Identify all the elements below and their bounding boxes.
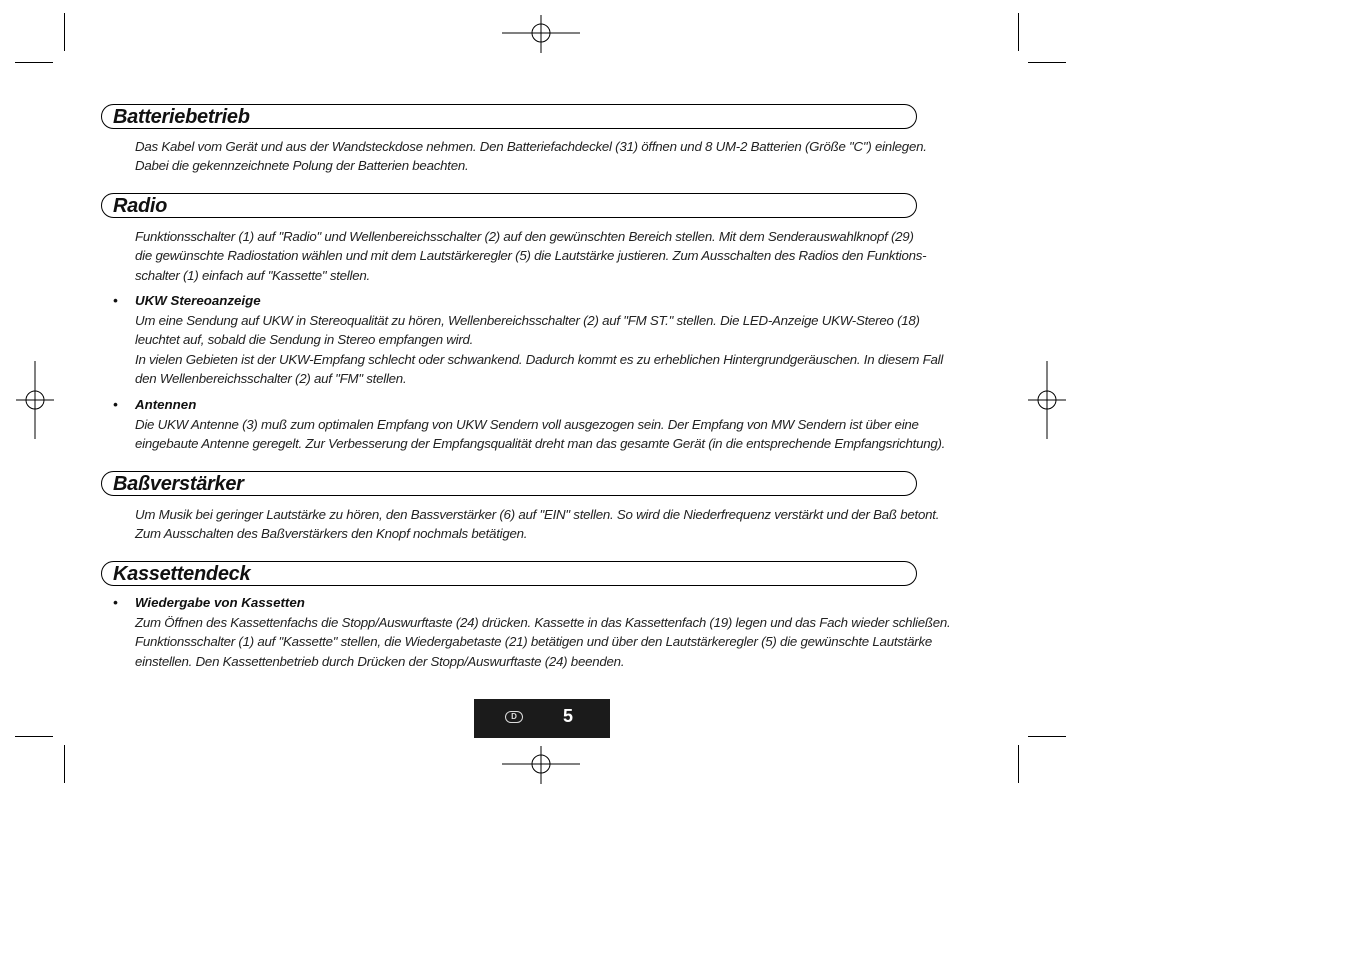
bullet-label: UKW Stereoanzeige [135, 293, 261, 308]
paragraph-radio [135, 227, 965, 285]
bullet-point: • [113, 397, 118, 412]
text-line: Dabei die gekennzeichnete Polung der Batterien beachten. [135, 158, 469, 174]
registration-mark-left [16, 361, 54, 439]
paragraph-bassverstaerker [135, 505, 965, 544]
text-line: Zum Öffnen des Kassettenfachs die Stopp/Auswurftaste (24) drücken. Kassette in das Kassettenfach (19) legen und das Fach wieder schließen. [135, 615, 951, 630]
paragraph-ukw-stereoanzeige [135, 311, 965, 388]
text-line: Funktionsschalter (1) auf "Radio" und Wellenbereichsschalter (2) auf den gewünschten Bereich stellen. Mit dem Senderauswahlknopf (29) [135, 229, 914, 244]
bullet-label: Wiedergabe von Kassetten [135, 595, 305, 610]
section-title: Kassettendeck [113, 563, 251, 585]
registration-mark-bottom [502, 746, 580, 784]
section-title: Batteriebetrieb [113, 106, 250, 128]
section-title: Baßverstärker [113, 473, 244, 495]
paragraph-antennen [135, 415, 965, 454]
paragraph-batteriebetrieb [135, 137, 965, 176]
page-footer-box [474, 699, 610, 738]
section-header-kassettendeck [101, 561, 917, 586]
section-header-batteriebetrieb [101, 104, 917, 129]
language-badge: D [505, 711, 523, 723]
text-line: schalter (1) einfach auf "Kassette" stellen. [135, 267, 370, 283]
section-header-bassverstaerker [101, 471, 917, 496]
text-line: eingebaute Antenne geregelt. Zur Verbesserung der Empfangsqualität dreht man das gesamte Gerät (in die entsprechende Empfangsrichtung). [135, 436, 946, 452]
bullet-wiedergabe-von-kassetten [113, 595, 305, 610]
section-header-radio [101, 193, 917, 218]
registration-mark-top [502, 15, 580, 53]
bullet-antennen [113, 397, 196, 412]
text-line: Das Kabel vom Gerät und aus der Wandsteckdose nehmen. Den Batteriefachdeckel (31) öffnen und 8 UM-2 Batterien (Größe "C") einlegen. [135, 139, 927, 154]
crop-mark [1028, 736, 1066, 737]
text-line: In vielen Gebieten ist der UKW-Empfang schlecht oder schwankend. Dadurch kommt es zu erheblichen Hintergrundgeräuschen. In diesem Fall [135, 351, 944, 367]
text-line: Um eine Sendung auf UKW in Stereoqualität zu hören, Wellenbereichsschalter (2) auf "FM ST." stellen. Die LED-Anzeige UKW-Stereo (18) [135, 313, 920, 328]
text-line: Funktionsschalter (1) auf "Kassette" stellen, die Wiedergabetaste (21) betätigen und über den Lautstärkeregler (5) die gewünschte Lautstärke [135, 634, 932, 650]
crop-mark [1018, 13, 1019, 51]
page-number: 5 [563, 706, 574, 726]
text-line: einstellen. Den Kassettenbetrieb durch Drücken der Stopp/Auswurftaste (24) beenden. [135, 653, 625, 669]
text-line: Zum Ausschalten des Baßverstärkers den Knopf nochmals betätigen. [135, 526, 528, 542]
crop-mark [1028, 62, 1066, 63]
crop-mark [1018, 745, 1019, 783]
crop-mark [64, 745, 65, 783]
bullet-ukw-stereoanzeige [113, 293, 261, 308]
text-line: Die UKW Antenne (3) muß zum optimalen Empfang von UKW Sendern voll ausgezogen sein. Der Empfang von MW Sendern ist über eine [135, 417, 919, 432]
registration-mark-right [1028, 361, 1066, 439]
text-line: die gewünschte Radiostation wählen und mit dem Lautstärkeregler (5) die Lautstärke justieren. Zum Ausschalten des Radios den Funktions- [135, 248, 927, 264]
section-title: Radio [113, 195, 168, 217]
text-line: Um Musik bei geringer Lautstärke zu hören, den Bassverstärker (6) auf "EIN" stellen. So wird die Niederfrequenz verstärkt und der Baß betont. [135, 507, 940, 522]
crop-mark [64, 13, 65, 51]
bullet-label: Antennen [135, 397, 197, 412]
crop-mark [15, 736, 53, 737]
bullet-point: • [113, 293, 118, 308]
text-line: den Wellenbereichsschalter (2) auf "FM" stellen. [135, 370, 407, 386]
crop-mark [15, 62, 53, 63]
paragraph-wiedergabe-von-kassetten [135, 613, 965, 671]
bullet-point: • [113, 595, 118, 610]
text-line: leuchtet auf, sobald die Sendung in Stereo empfangen wird. [135, 332, 474, 348]
